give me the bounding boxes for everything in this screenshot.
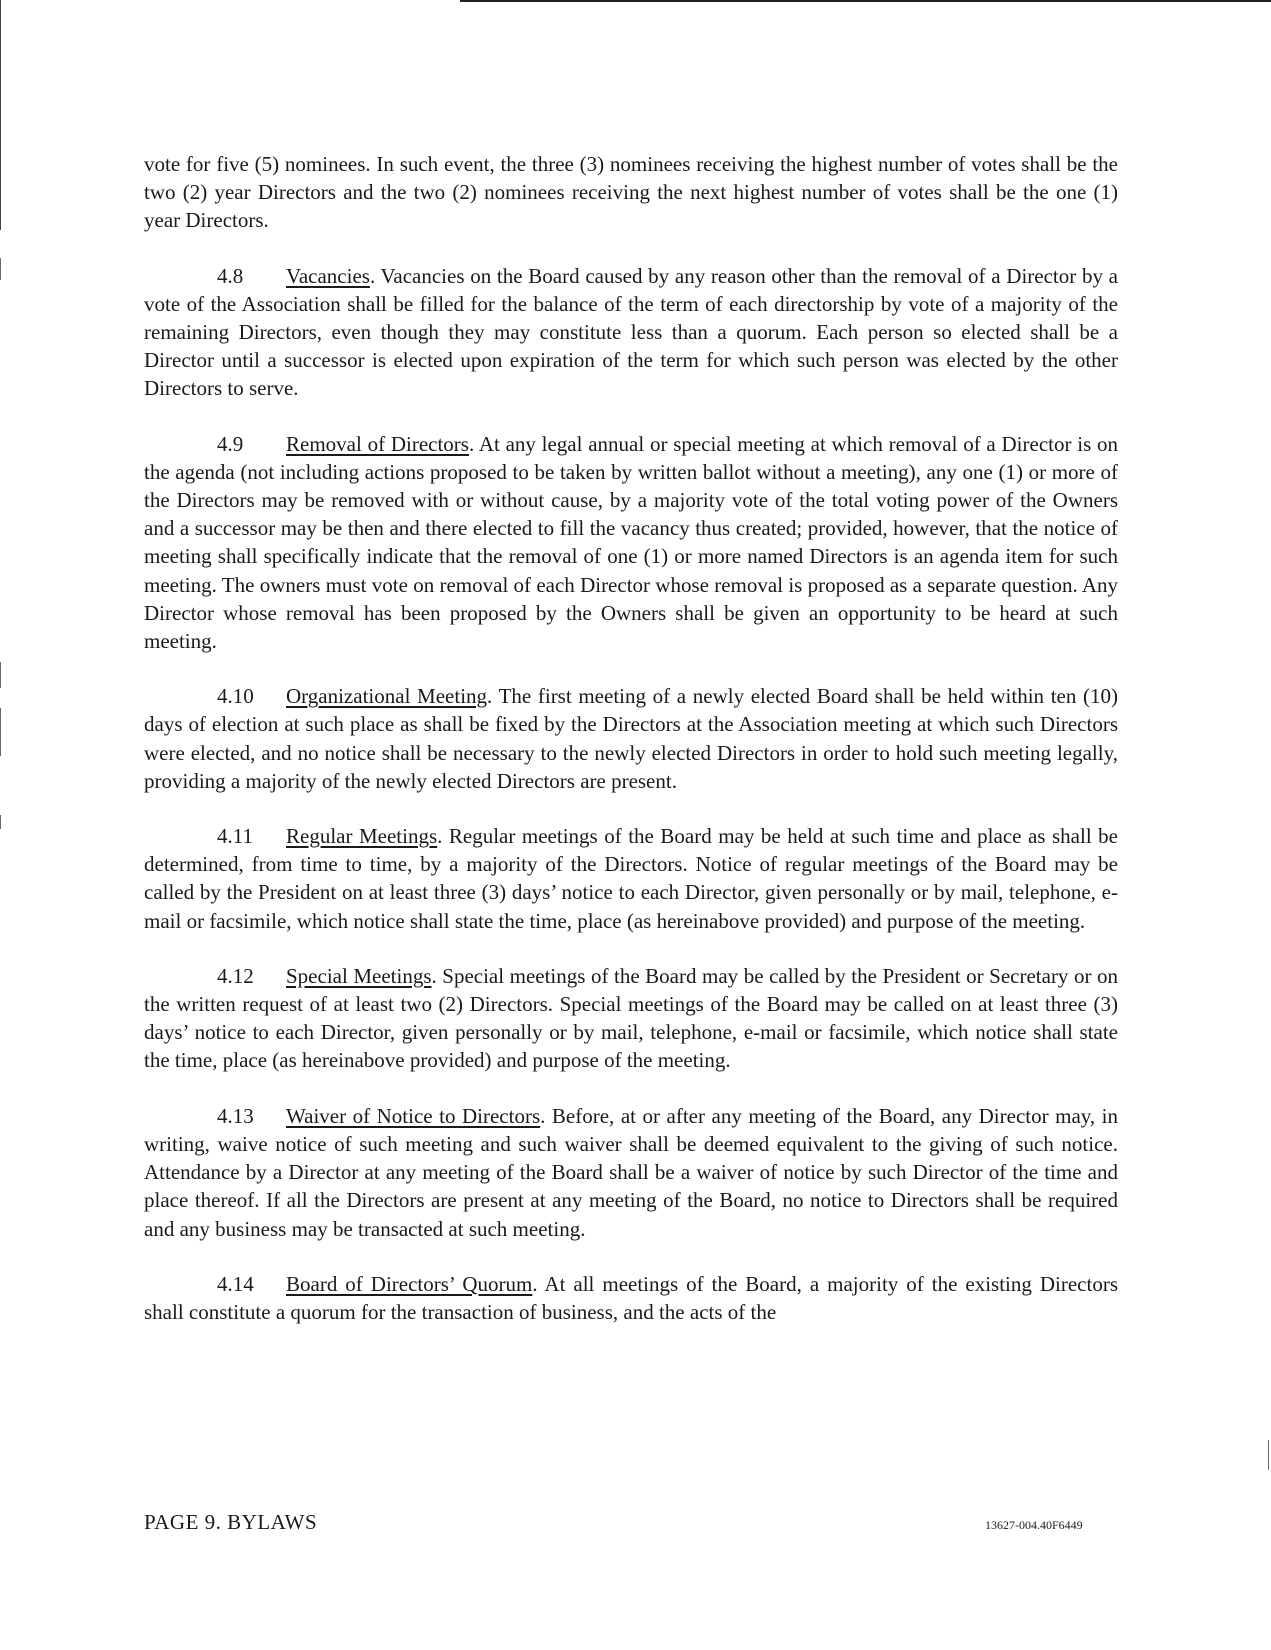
section-number: 4.13 bbox=[217, 1103, 254, 1128]
section-number: 4.8 bbox=[217, 263, 244, 288]
section-text: . At all meetings of the Board, a majority of the existing Directors shall constitute a quorum for the transaction of business, and the acts of the bbox=[144, 1271, 1118, 1324]
scan-border-top bbox=[460, 0, 1271, 2]
section-4-13 bbox=[144, 1102, 1118, 1243]
section-text: . Vacancies on the Board caused by any reason other than the removal of a Director by a vote of the Association shall be filled for the balance of the term of each directorship by vote of a majority of the remaining Directors, even though they may constitute less than a quorum. Each person so elected shall be a Director until a successor is elected upon expiration of the term for which such person was elected by the other Directors to serve. bbox=[144, 263, 1118, 401]
document-id: 13627-004.40F6449 bbox=[985, 1518, 1083, 1532]
section-text: . Before, at or after any meeting of the Board, any Director may, in writing, waive notice of such meeting and such waiver shall be deemed equivalent to the giving of such notice. Attendance by a Director at any meeting of the Board shall be a waiver of notice by such Director of the time and place thereof. If all the Directors are present at any meeting of the Board, no notice to Directors shall be required and any business may be transacted at such meeting. bbox=[144, 1103, 1119, 1241]
section-4-11 bbox=[144, 822, 1118, 935]
section-4-10 bbox=[144, 682, 1118, 795]
section-heading: Organizational Meeting bbox=[286, 684, 488, 709]
section-4-9 bbox=[144, 430, 1118, 656]
scan-mark bbox=[1268, 1440, 1269, 1470]
section-text: . The first meeting of a newly elected Board shall be held within ten (10) days of election at such place as shall be fixed by the Directors at the Association meeting at which such Directors were elected, and no notice shall be necessary to the newly elected Directors in order to hold such meeting legally, providing a majority of the newly elected Directors are present. bbox=[144, 684, 1118, 793]
section-text: . Special meetings of the Board may be called by the President or Secretary or on the written request of at least two (2) Directors. Special meetings of the Board may be called on at least three (3) days’ notice to each Director, given personally or by mail, telephone, e-mail or facsimile, which notice shall state the time, place (as hereinabove provided) and purpose of the meeting. bbox=[144, 963, 1118, 1073]
document-body bbox=[144, 150, 1118, 1353]
section-heading: Removal of Directors bbox=[286, 431, 469, 456]
paragraph-opening: vote for five (5) nominees. In such event, the three (3) nominees receiving the highest number of votes shall be the two (2) year Directors and the two (2) nominees receiving the next highest number of votes shall be the one (1) year Directors. bbox=[144, 152, 1118, 233]
section-heading: Special Meetings bbox=[286, 963, 432, 988]
section-4-8 bbox=[144, 262, 1118, 403]
page-footer-label: PAGE 9. BYLAWS bbox=[144, 1510, 318, 1534]
scan-border-left bbox=[0, 0, 1, 230]
section-number: 4.10 bbox=[217, 684, 254, 709]
section-number: 4.11 bbox=[217, 824, 253, 849]
section-text: . At any legal annual or special meeting at which removal of a Director is on the agenda (not including actions proposed to be taken by written ballot without a meeting), any one (1) or more of the Directors may be removed with or without cause, by a majority vote of the total voting power of the Owners and a successor may be then and there elected to fill the vacancy thus created; provided, however, that the notice of meeting shall specifically indicate that the removal of one (1) or more named Directors is an agenda item for such meeting. The owners must vote on removal of each Director whose removal is proposed as a separate question. Any Director whose removal has been proposed by the Owners shall be given an opportunity to be heard at such meeting. bbox=[144, 431, 1118, 654]
scan-mark bbox=[0, 258, 1, 280]
section-heading: Board of Directors’ Quorum bbox=[286, 1271, 533, 1296]
scan-mark bbox=[0, 815, 1, 829]
section-text: . Regular meetings of the Board may be held at such time and place as shall be determined, from time to time, by a majority of the Directors. Notice of regular meetings of the Board may be called by the President on at least three (3) days’ notice to each Director, given personally or by mail, telephone, e-mail or facsimile, which notice shall state the time, place (as hereinabove provided) and purpose of the meeting. bbox=[144, 824, 1118, 933]
scan-mark bbox=[0, 662, 1, 688]
section-heading: Regular Meetings bbox=[286, 824, 438, 849]
section-heading: Waiver of Notice to Directors bbox=[286, 1103, 541, 1128]
scan-mark bbox=[0, 708, 1, 756]
section-number: 4.12 bbox=[217, 963, 254, 988]
section-number: 4.14 bbox=[217, 1271, 254, 1296]
section-4-14 bbox=[144, 1270, 1118, 1326]
section-heading: Vacancies bbox=[286, 263, 370, 288]
section-4-12 bbox=[144, 962, 1118, 1075]
section-number: 4.9 bbox=[217, 431, 244, 456]
